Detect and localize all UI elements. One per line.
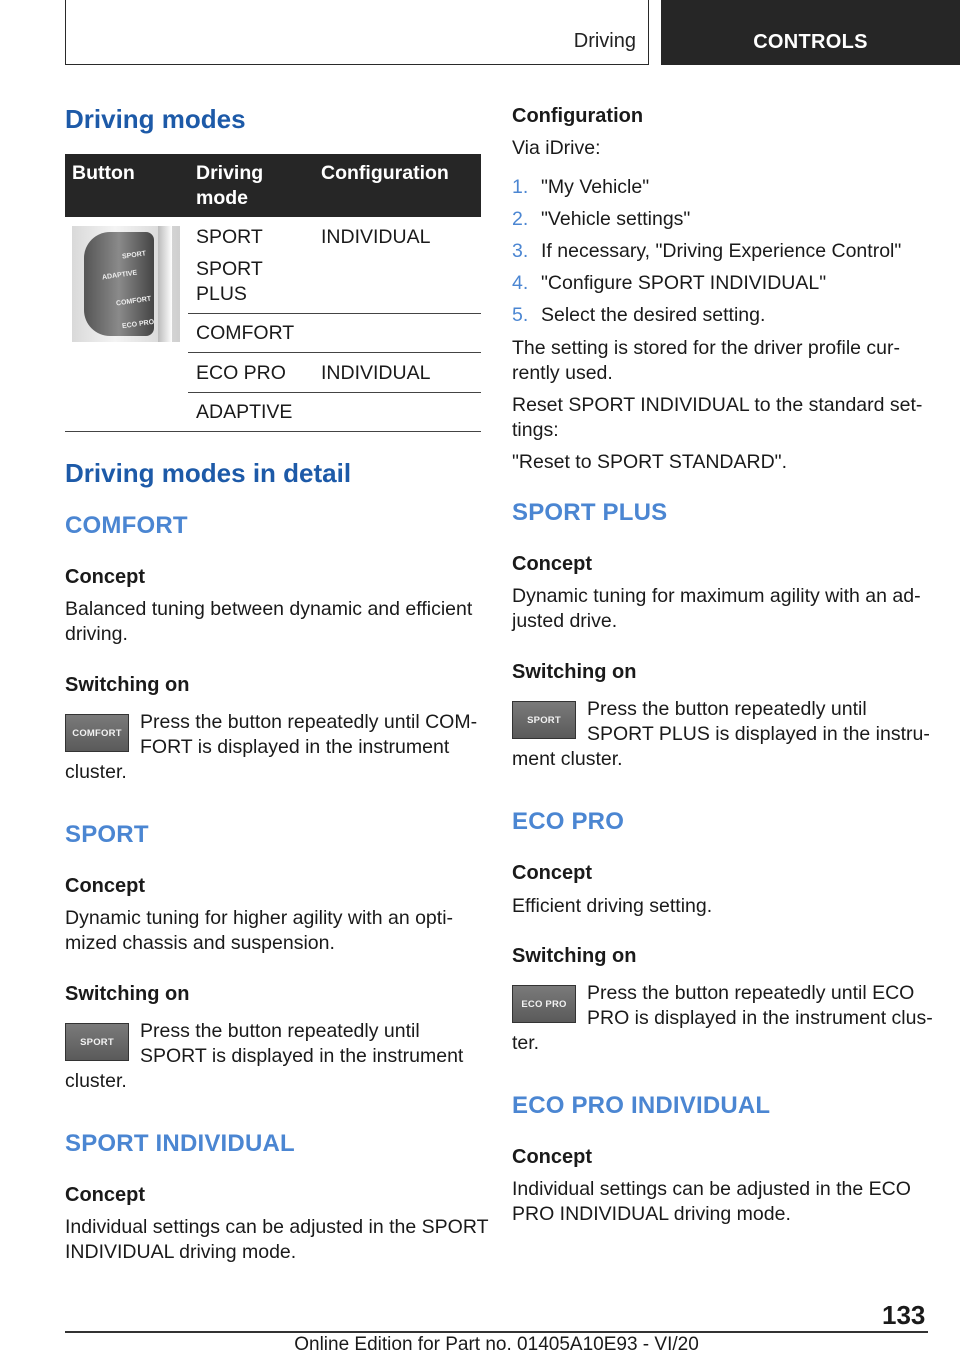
list-item: 5. Select the desired setting.: [512, 304, 766, 326]
table-header-mode: Driving mode: [196, 162, 264, 209]
table-header-button: Button: [72, 162, 135, 184]
eco-pro-concept-text: Efficient driving setting.: [512, 895, 713, 917]
comfort-concept-text: Balanced tuning between dynamic and efficient driving.: [65, 598, 473, 645]
configuration-via: Via iDrive:: [512, 137, 601, 159]
list-item: 1. "My Vehicle": [512, 176, 650, 198]
table-rule: [188, 392, 481, 393]
sport-plus-switching-heading: Switching on: [512, 661, 637, 683]
header-chapter-label: CONTROLS: [753, 31, 868, 53]
comfort-switching-text: Press the button repeatedly until COM- FORT is displayed in the instrument: [140, 711, 478, 758]
panel-label-comfort: COMFORT: [115, 295, 152, 308]
sport-plus-switching-text-cont: ment cluster.: [512, 748, 623, 770]
sport-individual-title: SPORT INDIVIDUAL: [65, 1130, 295, 1157]
eco-pro-switching-heading: Switching on: [512, 945, 637, 967]
mode-sport-plus: SPORT PLUS: [196, 258, 263, 305]
eco-pro-button-icon: ECO PRO: [512, 985, 576, 1023]
header-frame: [65, 0, 649, 65]
page-number: 133: [882, 1300, 926, 1330]
sport-button-icon: SPORT: [65, 1023, 129, 1061]
list-item: 2. "Vehicle settings": [512, 208, 691, 230]
sport-plus-concept-heading: Concept: [512, 553, 592, 575]
panel-label-adaptive: ADAPTIVE: [101, 269, 138, 282]
list-item: 4. "Configure SPORT INDIVIDUAL": [512, 272, 827, 294]
mode-comfort: COMFORT: [196, 322, 295, 344]
eco-pro-switching-text-cont: ter.: [512, 1032, 540, 1054]
table-header-config: Configuration: [321, 162, 449, 184]
panel-frame: [158, 226, 172, 342]
configuration-reset-command: "Reset to SPORT STANDARD".: [512, 451, 787, 473]
table-rule: [188, 313, 481, 314]
sport-plus-title: SPORT PLUS: [512, 499, 668, 526]
comfort-switching-text-cont: cluster.: [65, 761, 127, 783]
footer-edition: Online Edition for Part no. 01405A10E93 - VI/20: [294, 1334, 699, 1355]
driving-modes-table: [65, 154, 481, 217]
eco-pro-switching-text: Press the button repeatedly until ECO PRO is displayed in the instrument clus-: [587, 982, 933, 1029]
mode-sport: SPORT: [196, 226, 263, 248]
footer-rule: [65, 1331, 928, 1333]
mode-eco-pro: ECO PRO: [196, 362, 286, 384]
eco-pro-title: ECO PRO: [512, 808, 625, 835]
sport-switching-text: Press the button repeatedly until SPORT is displayed in the instrument: [140, 1020, 464, 1067]
comfort-switching-heading: Switching on: [65, 674, 190, 696]
config-eco-pro: INDIVIDUAL: [321, 362, 431, 384]
sport-switching-heading: Switching on: [65, 983, 190, 1005]
page-title: Driving modes: [65, 104, 246, 134]
sport-plus-button-icon: SPORT: [512, 701, 576, 739]
eco-pro-individual-concept-heading: Concept: [512, 1146, 592, 1168]
detail-title: Driving modes in detail: [65, 458, 352, 488]
eco-pro-individual-title: ECO PRO INDIVIDUAL: [512, 1092, 771, 1119]
panel-label-eco-pro: ECO PRO: [121, 318, 155, 331]
header-chapter: [661, 0, 960, 65]
table-bottom-rule: [65, 431, 481, 432]
header-section: Driving: [573, 30, 636, 52]
eco-pro-individual-concept-text: Individual settings can be adjusted in the ECO PRO INDIVIDUAL driving mode.: [512, 1178, 911, 1225]
configuration-heading: Configuration: [512, 105, 644, 127]
panel-label-sport: SPORT: [121, 250, 147, 261]
eco-pro-concept-heading: Concept: [512, 862, 592, 884]
sport-individual-concept-heading: Concept: [65, 1184, 145, 1206]
configuration-reset-text: Reset SPORT INDIVIDUAL to the standard set- tings:: [512, 394, 923, 441]
comfort-concept-heading: Concept: [65, 566, 145, 588]
sport-concept-heading: Concept: [65, 875, 145, 897]
sport-plus-concept-text: Dynamic tuning for maximum agility with an ad- justed drive.: [512, 585, 921, 632]
sport-title: SPORT: [65, 821, 149, 848]
table-rule: [188, 352, 481, 353]
list-item: 3. If necessary, "Driving Experience Control": [512, 240, 902, 262]
sport-individual-concept-text: Individual settings can be adjusted in the SPORT INDIVIDUAL driving mode.: [65, 1216, 489, 1263]
comfort-title: COMFORT: [65, 512, 188, 539]
config-sport: INDIVIDUAL: [321, 226, 431, 248]
sport-plus-switching-text: Press the button repeatedly until SPORT PLUS is displayed in the instru-: [587, 698, 930, 745]
configuration-steps: [512, 171, 901, 331]
mode-adaptive: ADAPTIVE: [196, 401, 293, 423]
table-header: [65, 154, 481, 217]
sport-concept-text: Dynamic tuning for higher agility with an opti- mized chassis and suspension.: [65, 907, 454, 954]
comfort-button-icon: COMFORT: [65, 714, 129, 752]
configuration-stored-text: The setting is stored for the driver profile cur- rently used.: [512, 337, 900, 384]
sport-switching-text-cont: cluster.: [65, 1070, 127, 1092]
driving-mode-buttons-image: [72, 226, 180, 342]
